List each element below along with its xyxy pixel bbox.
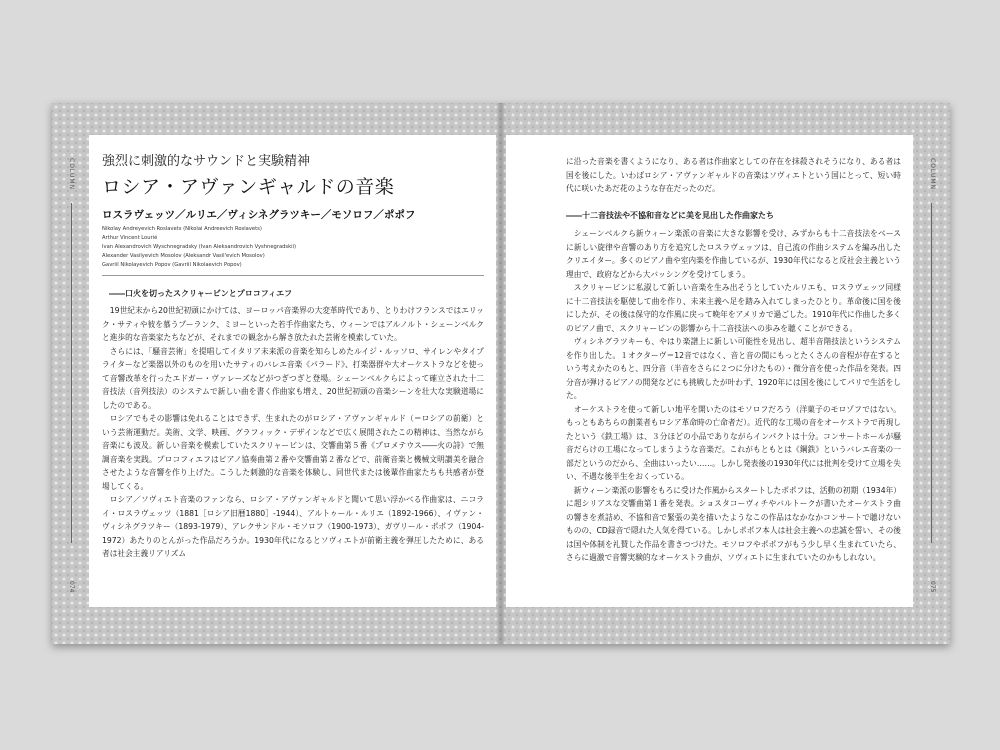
romanized-name: Gavriil Nikolayevich Popov (Gavriil Nikolaevich Popov) — [102, 262, 242, 268]
page-number: 074 — [68, 581, 75, 593]
article-body — [566, 227, 901, 565]
left-column-panel — [89, 135, 496, 607]
paragraph: さらには、「騒音芸術」を提唱してイタリア未来派の音楽を知らしめたルイジ・ルッソロ、サイレンやタイプライターなど楽器以外のものを用いたサティのバレエ音楽《パラード》、打楽器群や大オーケストラなどを使って音響改革を行ったエドガー・ヴァレーズなどがつぎつぎと登場。シェーンベルクらによって確立された十二音技法（音列技法）のシステムで新しい曲を書く作曲家も増え、20世紀初頭の音楽シーンを壮大な実験道場にしたのである。 — [102, 346, 484, 410]
header-divider — [102, 275, 484, 276]
continued-text — [566, 155, 901, 196]
right-column-panel — [506, 135, 913, 607]
section-heading: ――十二音技法や不協和音などに美を見出した作曲家たち — [566, 211, 774, 220]
romanized-name: Ivan Alexandrovich Wyschnegradsky (Ivan Aleksandrovich Vyshnegradskii) — [102, 244, 297, 250]
left-page — [52, 103, 501, 644]
section-heading: ――口火を切ったスクリャービンとプロコフィエフ — [109, 289, 293, 298]
column-side-label: COLUMN — [68, 158, 75, 191]
paragraph: シェーンベルクら新ウィーン楽派の音楽に大きな影響を受け、みずからも十二音技法をベースに新しい旋律や音響のあり方を追究したロスラヴェッツは、自己流の作曲システムを編み出したクリエイター。多くのピアノ曲や室内楽を作曲しているが、1930年代になると反社会主義という理由で、政府などから大バッシングを受けてしまう。 — [566, 229, 901, 279]
paragraph: に沿った音楽を書くようになり、ある者は作曲家としての存在を抹殺されそうになり、ある者は国を後にした。いわばロシア・アヴァンギャルドの音楽はソヴィエトという国にとって、短い時代に咲いたあだ花のような存在だったのだ。 — [566, 157, 901, 193]
romanized-name: Alexander Vasilyevich Mosolov (Aleksandr Vasil'evich Mosolov) — [102, 253, 265, 259]
article-kicker: 強烈に刺激的なサウンドと実験精神 — [102, 154, 311, 169]
paragraph: 19世紀末から20世紀初頭にかけては、ヨーロッパ音楽界の大変革時代であり、とりわけフランスではエリック・サティや彼を慕うプーランク、ミヨーといった若手作曲家たち、ウィーンではアルノルト・シェーンベルクと進歩的な音楽家たちなどが、それまでの観念から解き放たれた芸術を模索していた。 — [102, 306, 484, 342]
paragraph: スクリャービンに私淑して新しい音楽を生み出そうとしていたルリエも、ロスラヴェッツ同様に十二音技法を駆使して曲を作り、未来主義へ足を踏み入れてしまったひとり。革命後に国を後にしたが、その後は保守的な作風に戻って晩年をアメリカで過ごした。1910年代に作曲した多くのピアノ曲で、スクリャービンの影響から十二音技法への歩みを聴くことができる。 — [566, 283, 901, 333]
article-body — [102, 304, 484, 561]
article-title: ロシア・アヴァンギャルドの音楽 — [102, 176, 395, 198]
book-spread — [52, 103, 950, 644]
side-rule — [931, 203, 932, 543]
page-number: 075 — [929, 581, 936, 593]
right-page — [501, 103, 950, 644]
side-rule — [71, 203, 72, 543]
romanized-name: Arthur Vincent Lourié — [102, 235, 158, 241]
paragraph: ロシア／ソヴィエト音楽のファンなら、ロシア・アヴァンギャルドと聞いて思い浮かべる作曲家は、ニコライ・ロスラヴェッツ（1881［ロシア旧暦1880］-1944）、アルトゥール・ルリエ（1892-1966）、イヴァン・ヴィシネグラツキー（1893-1979）、アレクサンドル・モソロフ（1900-1973）、ガヴリール・ポポフ（1904-1972）あたりのとんがった作品だろうか。1930年代になるとソヴィエトが前衛主義を弾圧したために、ある者は社会主義リアリズム — [102, 495, 484, 558]
paragraph: オーケストラを使って新しい地平を開いたのはモソロフだろう（洋菓子のモロゾフではない。もっともあちらの創業者もロシア革命時の亡命者だ）。近代的な工場の音をオーケストラで再現したという《鉄工場》は、３分ほどの小品でありながらインパクトは十分。コンサートホールが騒音だらけの工場になってしまうような音楽だ。これがもともとは《鋼鉄》というバレエ音楽の一部だというのだから、全曲はいったい……。しかし発表後の1930年代には批判を受けて立場を失い、不遇な後半生をおくっている。 — [566, 404, 901, 481]
paragraph: 新ウィーン楽派の影響をもろに受けた作風からスタートしたポポフは、活動の初期（1934年）に超シリアスな交響曲第１番を発表。ショスタコーヴィチやバルトークが書いたオーケストラ曲の響きを煮詰め、不協和音で緊張の美を描いたようなこの作品はなかなかコンサートで聴けないものの、CD録音で隠れた人気を得ている。しかしポポフ本人は社会主義への忠誠を誓い、その後は国や体制を礼賛した作品を書きつづけた。モソロフやポポフがもう少し早く生まれていたら、さらに過激で音響実験的なオーケストラ曲が、ソヴィエトに生まれていたのかもしれない。 — [566, 485, 901, 562]
column-side-label: COLUMN — [929, 158, 936, 191]
romanized-name: Nikolay Andreyevich Roslavets (Nikolai Andreevich Roslavets) — [102, 226, 262, 232]
composer-list: ロスラヴェッツ／ルリエ／ヴィシネグラツキー／モソロフ／ポポフ — [102, 209, 416, 221]
paragraph: ロシアでもその影響は免れることはできず、生まれたのがロシア・アヴァンギャルド（＝ロシアの前衛）という芸術運動だ。美術、文学、映画、グラフィック・デザインなどで広く展開されたこの精神は、当然ながら音楽にも波及。新しい音楽を模索していたスクリャービンは、交響曲第５番《プロメテウス――火の詩》で無調音楽を実践。プロコフィエフはピアノ協奏曲第２番や交響曲第２番などで、前衛音楽と機械文明讃美を融合させたような音響を作り上げた。こうした刺激的な音楽を体験し、同世代または後輩作曲家たちも共感者が登場してくる。 — [102, 414, 484, 491]
paragraph: ヴィシネグラツキーも、やはり楽譜上に新しい可能性を見出し、超半音階技法というシステムを作り出した。１オクターヴ＝12音ではなく、音と音の間にもっとたくさんの音程が存在するという考えかたのもと、四分音（半音をさらに２つに分けたもの）・微分音を使った作品を発表。四分音が弾けるピアノの開発などにも挑戦したが叶わず、1920年には国を後にしてパリで生活をした。 — [566, 337, 901, 400]
